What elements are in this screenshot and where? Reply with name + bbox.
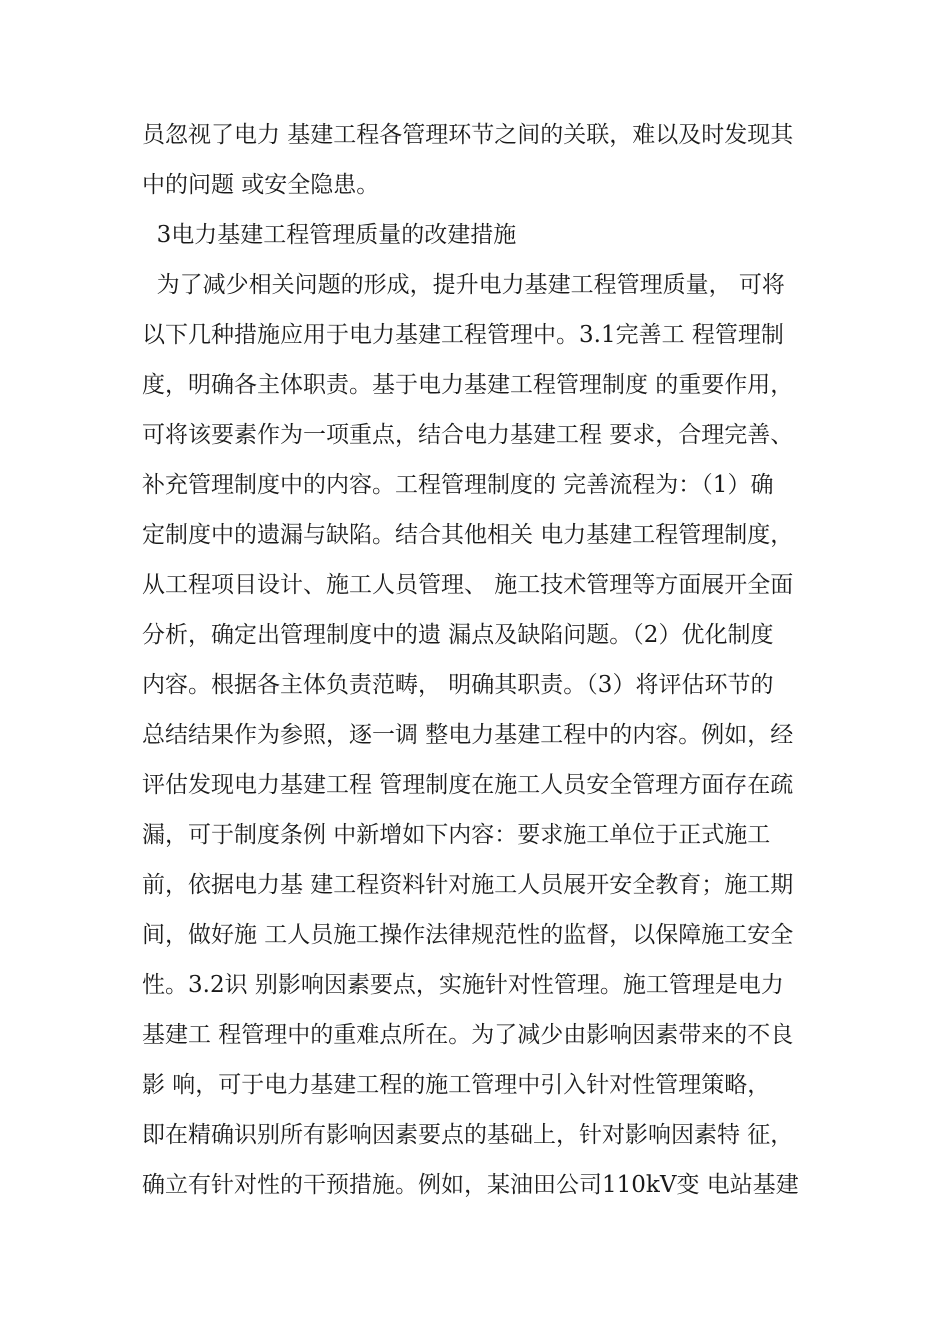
text-line-4: 为了减少相关问题的形成，提升电力基建工程管理质量， 可将: [142, 272, 785, 298]
text-line-10: 从工程项目设计、施工人员管理、 施工技术管理等方面展开全面: [142, 572, 794, 598]
text-line-9: 定制度中的遗漏与缺陷。结合其他相关 电力基建工程管理制度，: [142, 522, 794, 548]
text-line-15: 漏，可于制度条例 中新增如下内容：要求施工单位于正式施工: [142, 822, 771, 848]
text-line-5: 以下几种措施应用于电力基建工程管理中。3.1完善工 程管理制: [142, 322, 784, 348]
text-line-19: 基建工 程管理中的重难点所在。为了减少由影响因素带来的不良: [142, 1022, 794, 1048]
text-line-1: 员忽视了电力 基建工程各管理环节之间的关联，难以及时发现其: [142, 122, 794, 148]
text-line-11: 分析，确定出管理制度中的遗 漏点及缺陷问题。（2）优化制度: [142, 622, 774, 648]
text-line-7: 可将该要素作为一项重点，结合电力基建工程 要求，合理完善、: [142, 422, 794, 448]
text-line-18: 性。3.2识 别影响因素要点，实施针对性管理。施工管理是电力: [142, 972, 784, 998]
text-line-2: 中的问题 或安全隐患。: [142, 172, 380, 198]
text-line-14: 评估发现电力基建工程 管理制度在施工人员安全管理方面存在疏: [142, 772, 794, 798]
text-line-13: 总结结果作为参照，逐一调 整电力基建工程中的内容。例如，经: [142, 722, 794, 748]
text-line-6: 度，明确各主体职责。基于电力基建工程管理制度 的重要作用，: [142, 372, 794, 398]
section-heading: 3电力基建工程管理质量的改建措施: [142, 222, 517, 248]
text-line-16: 前，依据电力基 建工程资料针对施工人员展开安全教育；施工期: [142, 872, 794, 898]
text-line-8: 补充管理制度中的内容。工程管理制度的 完善流程为：（1）确: [142, 472, 774, 498]
text-line-12: 内容。根据各主体负责范畴， 明确其职责。（3）将评估环节的: [142, 672, 774, 698]
text-line-21: 即在精确识别所有影响因素要点的基础上，针对影响因素特 征，: [142, 1122, 794, 1148]
text-line-17: 间，做好施 工人员施工操作法律规范性的监督，以保障施工安全: [142, 922, 794, 948]
text-line-20: 影 响，可于电力基建工程的施工管理中引入针对性管理策略，: [142, 1072, 771, 1098]
text-line-22: 确立有针对性的干预措施。例如，某油田公司110kV变 电站基建: [142, 1172, 799, 1198]
